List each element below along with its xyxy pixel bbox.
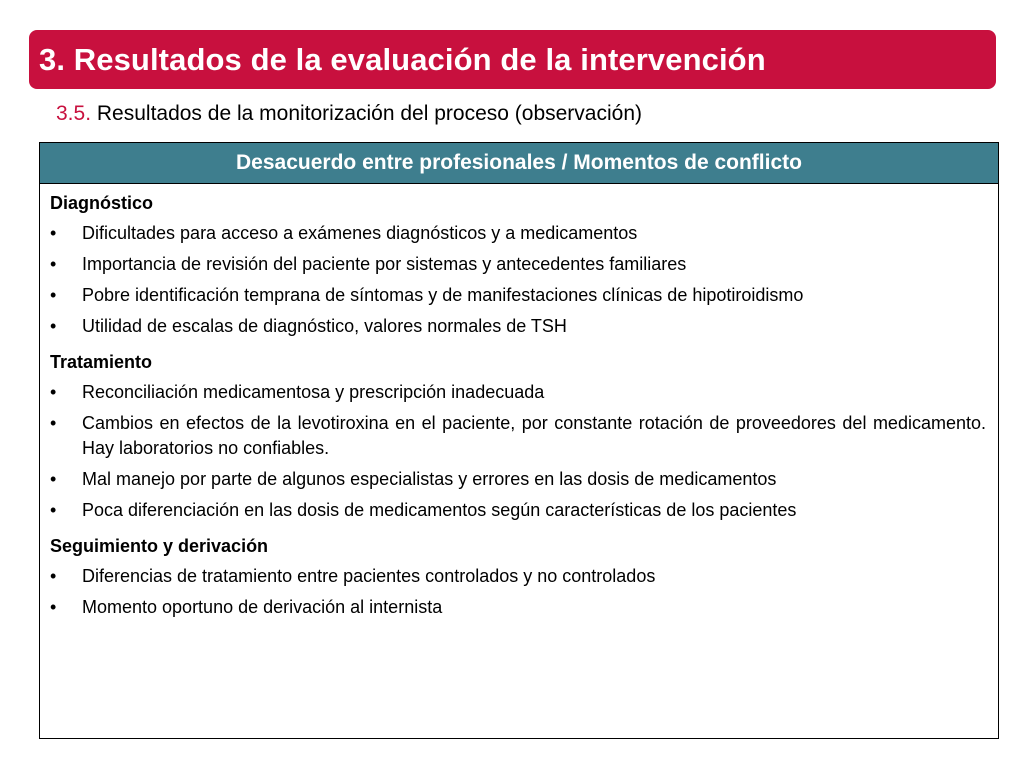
panel-body (40, 184, 998, 620)
list-item-text: Mal manejo por parte de algunos especialistas y errores en las dosis de medicamentos (82, 469, 777, 489)
panel-header (40, 143, 998, 184)
bullet-icon: • (50, 316, 57, 336)
list-item-text: Utilidad de escalas de diagnóstico, valores normales de TSH (82, 316, 567, 336)
subtitle-number: 3.5. (56, 102, 92, 125)
list-item (50, 498, 986, 523)
bullet-icon: • (50, 597, 57, 617)
page-title: 3. Resultados de la evaluación de la intervención (39, 41, 766, 77)
list-item (50, 564, 986, 589)
section-diagnostico (50, 192, 986, 339)
list-item-text: Poca diferenciación en las dosis de medicamentos según características de los pacientes (82, 500, 797, 520)
list-item (50, 221, 986, 246)
list-item-text: Momento oportuno de derivación al internista (82, 597, 443, 617)
section-seguimiento (50, 535, 986, 620)
list-item-text: Diferencias de tratamiento entre pacientes controlados y no controlados (82, 566, 656, 586)
section-title: Seguimiento y derivación (50, 536, 269, 556)
list-item (50, 314, 986, 339)
section-title: Tratamiento (50, 352, 153, 372)
title-bar (29, 30, 996, 89)
bullet-icon: • (50, 382, 57, 402)
bullet-icon: • (50, 223, 57, 243)
list-item (50, 283, 986, 308)
bullet-icon: • (50, 254, 57, 274)
bullet-icon: • (50, 285, 57, 305)
bullet-icon: • (50, 500, 57, 520)
panel-header-text: Desacuerdo entre profesionales / Momentos de conflicto (236, 151, 802, 174)
section-title: Diagnóstico (50, 193, 154, 213)
bullet-icon: • (50, 566, 57, 586)
list-item (50, 252, 986, 277)
list-item-text: Pobre identificación temprana de síntomas y de manifestaciones clínicas de hipotiroidismo (82, 285, 804, 305)
list-item (50, 380, 986, 405)
list-item-text: Cambios en efectos de la levotiroxina en el paciente, por constante rotación de proveedores del medicamento. Hay laboratorios no confiables. (82, 413, 986, 458)
bullet-icon: • (50, 469, 57, 489)
section-tratamiento (50, 351, 986, 523)
subtitle-text: Resultados de la monitorización del proceso (observación) (96, 102, 642, 125)
list-item (50, 467, 986, 492)
list-item-text: Importancia de revisión del paciente por sistemas y antecedentes familiares (82, 254, 687, 274)
list-item (50, 595, 986, 620)
bullet-icon: • (50, 413, 57, 433)
list-item (50, 411, 986, 461)
subtitle (56, 102, 642, 126)
list-item-text: Dificultades para acceso a exámenes diagnósticos y a medicamentos (82, 223, 638, 243)
list-item-text: Reconciliación medicamentosa y prescripción inadecuada (82, 382, 545, 402)
conflict-panel (39, 142, 999, 739)
